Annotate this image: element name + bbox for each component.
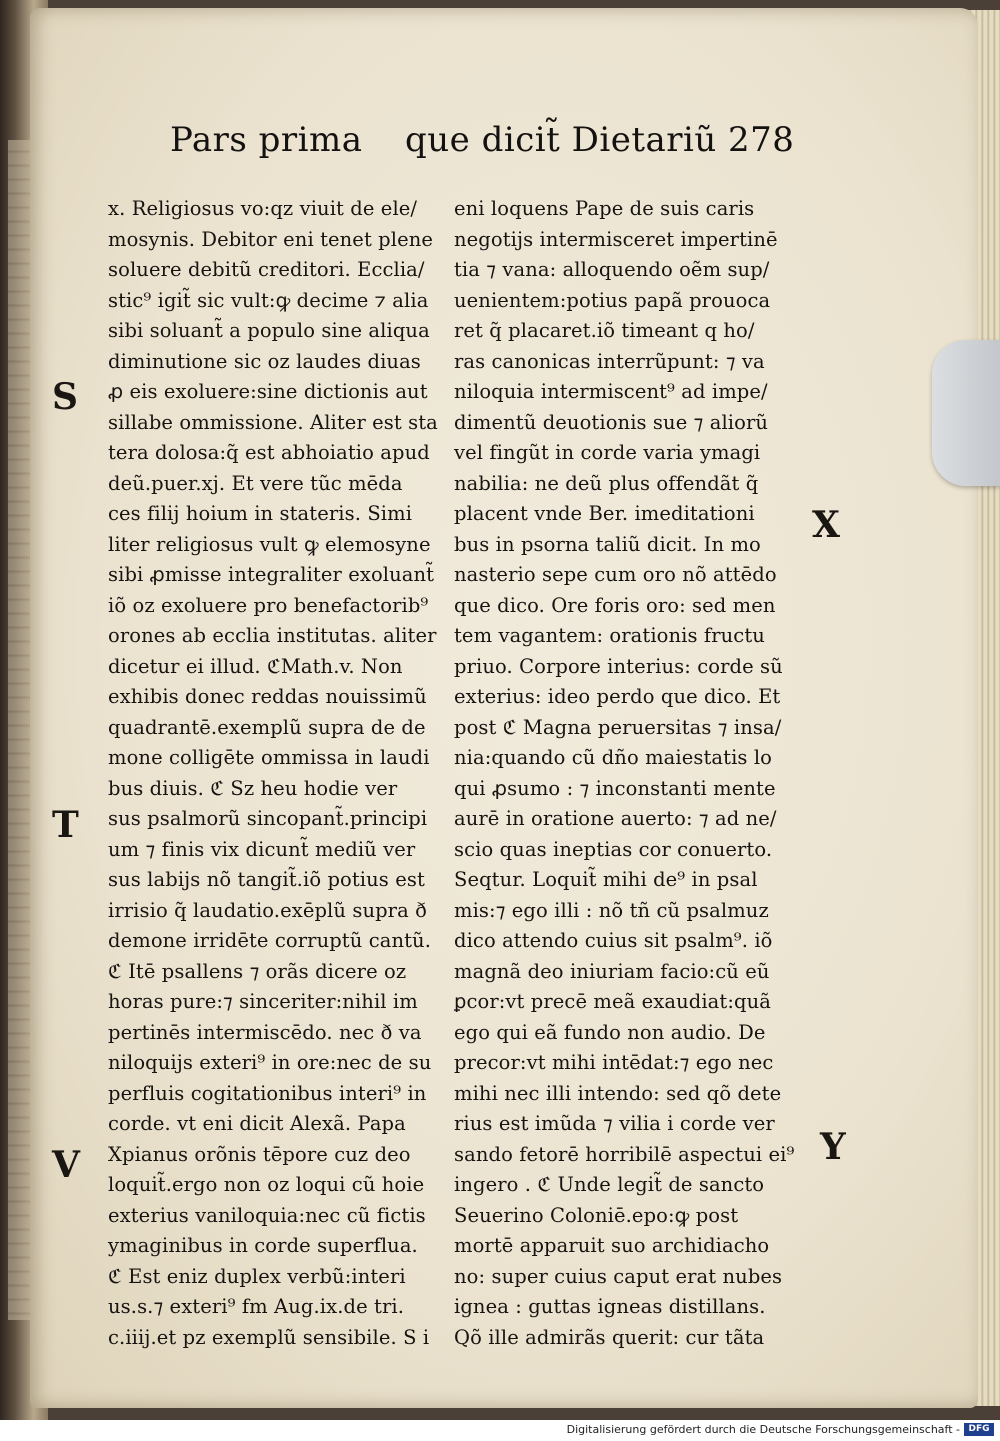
text-line: nasterio sepe cum oro nõ attēdo <box>454 563 777 586</box>
text-line: dicetur ei illud. ℭMath.v. Non <box>108 654 403 678</box>
text-line: c.iiij.et pz exemplũ sensibile. S i <box>108 1325 430 1349</box>
text-line: bus diuis. ℭ Sz heu hodie ver <box>108 776 398 800</box>
text-line: ymaginibus in corde superflua. <box>108 1234 418 1257</box>
text-line: mihi nec illi intendo: sed qõ dete <box>454 1081 782 1105</box>
text-line: rius est imũda ⁊ vilia i corde ver <box>454 1112 775 1135</box>
text-line: post ℭ Magna peruersitas ⁊ insa/ <box>454 715 782 739</box>
text-line: bus in psorna taliũ dicit. In mo <box>454 532 761 556</box>
text-line: tem vagantem: orationis fructu <box>454 624 765 647</box>
text-line: ℭ Itē psallens ⁊ orãs dicere oz <box>108 959 407 983</box>
text-line: qui ꝓsumo : ⁊ inconstanti mente <box>454 776 776 800</box>
marginal-letter-y: Y <box>820 1126 846 1168</box>
text-line: dimentũ deuotionis sue ⁊ aliorũ <box>454 410 769 434</box>
text-line: priuo. Corpore interius: corde sũ <box>454 654 783 678</box>
text-line: ꝑcor:vt precē meã exaudiat:quã <box>454 990 771 1013</box>
text-line: magnã deo iniuriam facio:cũ eũ <box>454 959 770 983</box>
text-line: tia ⁊ vana: alloquendo oẽm sup/ <box>454 258 770 281</box>
text-line: ingero . ℭ Unde legit̃ de sancto <box>454 1173 765 1196</box>
text-line: sus psalmorũ sincopant̃.principi <box>108 807 428 830</box>
footer-bar <box>0 1420 1000 1441</box>
text-line: iõ oz exoluere pro benefactorib⁹ <box>108 593 429 617</box>
text-line: mosynis. Debitor eni tenet plene <box>108 227 434 251</box>
text-line: exterius vaniloquia:nec cũ fictis <box>108 1203 426 1227</box>
text-line: negotijs intermisceret impertinē <box>454 227 778 251</box>
text-line: deũ.puer.xj. Et vere tũc mēda <box>108 471 403 495</box>
text-line: Seuerino Coloniē.epo:ꝙ post <box>454 1203 739 1227</box>
text-line: loquit̃.ergo non oz loqui cũ hoie <box>108 1173 425 1196</box>
text-line: um ⁊ finis vix dicunt̃ mediũ ver <box>108 837 416 861</box>
text-line: ras canonicas interrũpunt: ⁊ va <box>454 349 765 373</box>
text-line: ego qui eã fundo non audio. De <box>454 1020 766 1044</box>
text-line: mis:⁊ ego illi : nõ tñ cũ psalmuz <box>454 898 769 922</box>
text-line: scio quas ineptias cor conuerto. <box>454 837 773 861</box>
text-line: sando fetorē horribilē aspectui ei⁹ <box>454 1142 795 1166</box>
text-line: exhibis donec reddas nouissimũ <box>108 685 427 708</box>
text-line: ℭ Est eniz duplex verbũ:interi <box>108 1264 406 1288</box>
marginal-letter-v: V <box>52 1144 80 1186</box>
text-line: niloquia intermiscent⁹ ad impe/ <box>454 380 768 403</box>
text-line: soluere debitũ creditori. Ecclia/ <box>108 258 425 281</box>
text-line: liter religiosus vult ꝙ elemosyne <box>108 532 431 556</box>
text-line: mone colligēte ommissa in laudi <box>108 746 430 769</box>
text-line: ignea : guttas igneas distillans. <box>454 1295 766 1318</box>
text-line: ret q̃ placaret.iõ timeant q ho/ <box>454 319 755 342</box>
text-line: precor:vt mihi intēdat:⁊ ego nec <box>454 1051 774 1074</box>
dfg-logo: DFG <box>964 1423 994 1436</box>
text-line: nia:quando cũ dño maiestatis lo <box>454 746 773 769</box>
text-line: irrisio q̃ laudatio.exēplũ supra ð <box>108 898 427 922</box>
text-line: quadrantē.exemplũ supra de de <box>108 715 426 739</box>
text-line: nabilia: ne deũ plus offendãt q̃ <box>454 471 759 495</box>
text-line: x. Religiosus vo:qz viuit de ele/ <box>108 197 418 220</box>
text-line: orones ab ecclia institutas. aliter <box>108 624 437 647</box>
text-line: uenientem:potius papã prouoca <box>454 288 771 312</box>
text-line: Xpianus orõnis tēpore cuz deo <box>108 1142 411 1166</box>
text-line: aurē in oratione auerto: ⁊ ad ne/ <box>454 807 777 830</box>
text-line: pertinēs intermiscēdo. nec ð va <box>108 1020 422 1044</box>
left-text-column <box>108 194 438 1353</box>
text-line: diminutione sic oz laudes diuas <box>108 349 421 373</box>
text-line: perfluis cogitationibus interi⁹ in <box>108 1081 427 1105</box>
text-line: eni loquens Pape de suis caris <box>454 197 755 220</box>
running-head-left: Pars prima <box>170 120 363 160</box>
text-line: no: super cuius caput erat nubes <box>454 1264 783 1288</box>
running-head-title: que dicit̃ Dietariũ <box>405 120 717 160</box>
text-line: tera dolosa:q̃ est abhoiatio apud <box>108 441 430 464</box>
text-line: corde. vt eni dicit Alexã. Papa <box>108 1112 406 1135</box>
text-line: us.s.⁊ exteri⁹ fm Aug.ix.de tri. <box>108 1295 405 1318</box>
text-line: sibi ꝓmisse integraliter exoluant̃ <box>108 563 435 586</box>
text-line: que dico. Ore foris oro: sed men <box>454 593 776 617</box>
text-line: Qõ ille admirãs querit: cur tãta <box>454 1325 765 1349</box>
bookmark-tab <box>932 340 1000 486</box>
text-line: demone irridēte corruptũ cantũ. <box>108 929 432 952</box>
text-line: sus labijs nõ tangit̃.iõ potius est <box>108 868 425 891</box>
text-line: vel fingũt in corde varia ymagi <box>454 441 761 464</box>
text-line: stic⁹ igit̃ sic vult:ꝙ decime ⁊ alia <box>108 288 429 312</box>
text-line: placent vnde Ber. imeditationi <box>454 502 755 525</box>
marginal-letter-x: X <box>812 504 840 546</box>
text-line: sillabe ommissione. Aliter est sta <box>108 410 438 434</box>
text-line: sibi soluant̃ a populo sine aliqua <box>108 319 430 342</box>
text-line: mortē apparuit suo archidiacho <box>454 1234 770 1257</box>
book-page <box>30 8 978 1408</box>
text-line: ꝓ eis exoluere:sine dictionis aut <box>108 380 428 403</box>
right-text-column <box>454 194 795 1353</box>
marginal-letter-t: T <box>52 804 79 846</box>
footer-credit: Digitalisierung gefördert durch die Deutsche Forschungsgemeinschaft - <box>566 1423 960 1436</box>
text-line: exterius: ideo perdo que dico. Et <box>454 685 781 708</box>
text-line: ces filij hoium in stateris. Simi <box>108 502 413 525</box>
text-line: horas pure:⁊ sinceriter:nihil im <box>108 990 418 1013</box>
text-line: niloquijs exteri⁹ in ore:nec de su <box>108 1051 432 1074</box>
folio-number: 278 <box>728 120 795 160</box>
marginal-letter-s: S <box>52 376 78 418</box>
text-line: Seqtur. Loquit̃ mihi de⁹ in psal <box>454 868 758 891</box>
text-line: dico attendo cuius sit psalm⁹. iõ <box>454 929 773 952</box>
